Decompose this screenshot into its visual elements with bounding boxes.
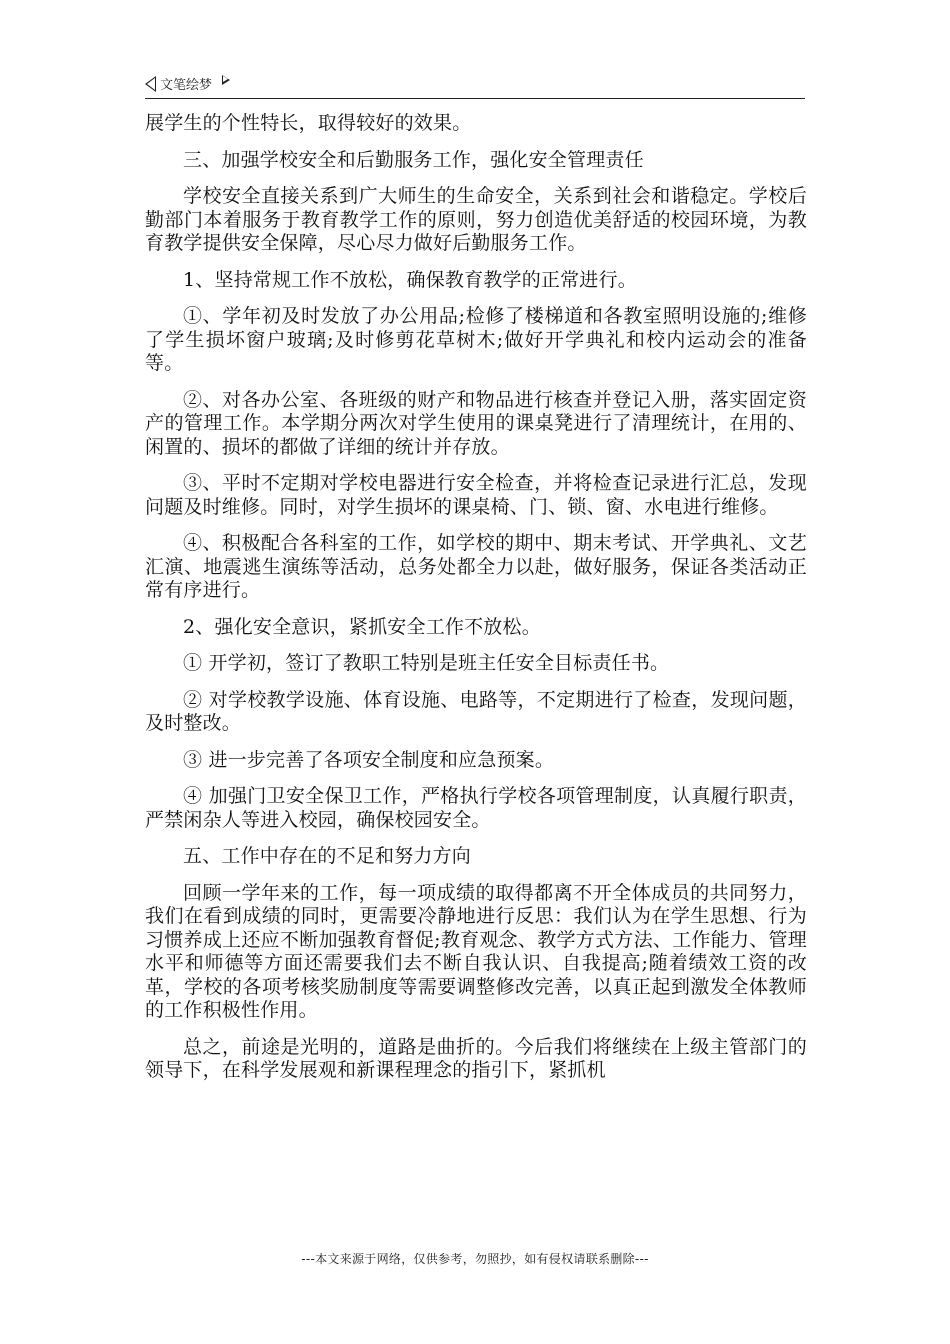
paragraph: 学校安全直接关系到广大师生的生命安全，关系到社会和谐稳定。学校后勤部门本着服务于教育教学工作的原则，努力创造优美舒适的校园环境，为教育教学提供安全保障，尽心尽力做好后勤服务工作。 (145, 185, 807, 254)
paragraph: ④ 加强门卫安全保卫工作，严格执行学校各项管理制度，认真履行职责，严禁闲杂人等进入校园，确保校园安全。 (145, 785, 807, 831)
paragraph: ② 对学校教学设施、体育设施、电路等，不定期进行了检查，发现问题，及时整改。 (145, 688, 807, 734)
right-triangle-icon (222, 75, 230, 85)
page-header (145, 70, 805, 99)
paragraph: 五、工作中存在的不足和努力方向 (183, 845, 472, 867)
document-body (145, 112, 807, 1096)
paragraph: ③、平时不定期对学校电器进行安全检查，并将检查记录进行汇总，发现问题及时维修。同时，对学生损坏的课桌椅、门、锁、窗、水电进行维修。 (145, 472, 807, 518)
paragraph: ②、对各办公室、各班级的财产和物品进行核查并登记入册，落实固定资产的管理工作。本学期分两次对学生使用的课桌凳进行了清理统计，在用的、闲置的、损坏的都做了详细的统计并存放。 (145, 388, 807, 458)
paragraph: 2、强化安全意识，紧抓安全工作不放松。 (183, 615, 541, 638)
paragraph: ① 开学初，签订了教职工特别是班主任安全目标责任书。 (183, 652, 670, 674)
header-brand-text: 文笔绘梦 (160, 78, 213, 93)
paragraph: ①、学年初及时发放了办公用品;检修了楼梯道和各教室照明设施的;维修了学生损坏窗户玻璃;及时修剪花草树木;做好开学典礼和校内运动会的准备等。 (145, 305, 807, 374)
header-brand (145, 74, 230, 93)
paragraph: 三、加强学校安全和后勤服务工作，强化安全管理责任 (183, 148, 644, 171)
paragraph: 总之，前途是光明的，道路是曲折的。今后我们将继续在上级主管部门的领导下，在科学发展观和新课程理念的指引下，紧抓机 (145, 1035, 807, 1081)
paragraph: 回顾一学年来的工作，每一项成绩的取得都离不开全体成员的共同努力，我们在看到成绩的同时，更需要冷静地进行反思：我们认为在学生思想、行为习惯养成上还应不断加强教育督促;教育观念、教学方式方法、工作能力、管理水平和师德等方面还需要我们去不断自我认识、自我提高;随着绩效工资的改革，学校的各项考核奖励制度等需要调整修改完善，以真正起到激发全体教师的工作积极性作用。 (145, 881, 807, 1021)
paragraph: ③ 进一步完善了各项安全制度和应急预案。 (183, 748, 555, 771)
left-triangle-icon (145, 76, 156, 92)
paragraph: 1、坚持常规工作不放松，确保教育教学的正常进行。 (183, 268, 637, 291)
page-footer: ---本文来源于网络，仅供参考，勿照抄，如有侵权请联系删除--- (301, 1252, 649, 1266)
paragraph: ④、积极配合各科室的工作，如学校的期中、期末考试、开学典礼、文艺汇演、地震逃生演练等活动，总务处都全力以赴，做好服务，保证各类活动正常有序进行。 (145, 532, 807, 601)
paragraph: 展学生的个性特长，取得较好的效果。 (145, 112, 472, 134)
